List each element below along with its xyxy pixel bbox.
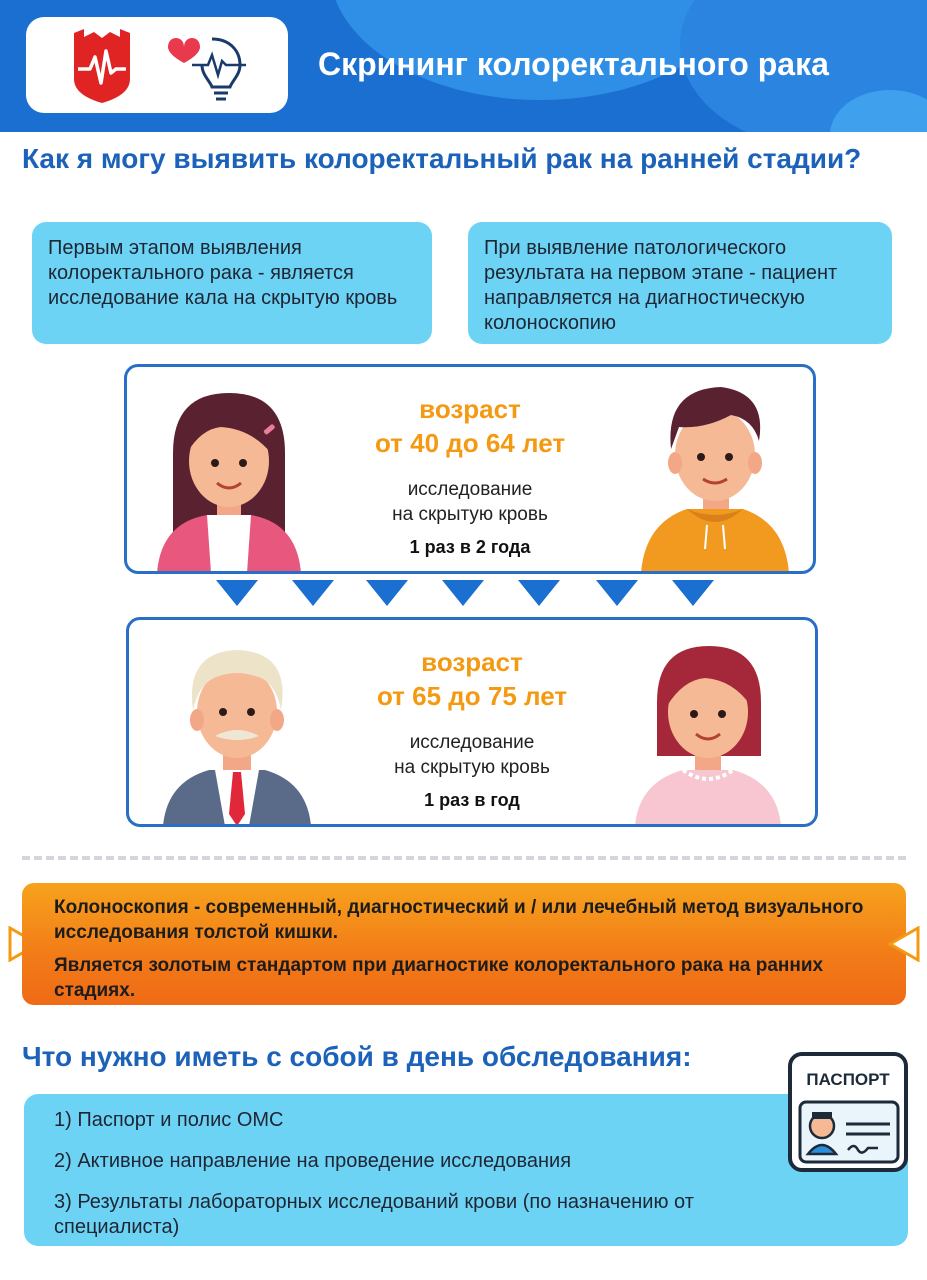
list-item: 2) Активное направление на проведение исследования <box>54 1150 572 1172</box>
info-box-first-stage <box>32 222 432 344</box>
test-line: исследование <box>407 479 533 500</box>
info-text: Первым этапом выявления колоректального рака - является исследование кала на скрытую кровь <box>48 237 398 309</box>
section-question: Как я могу выявить колоректальный рак на ранней стадии? <box>22 143 862 174</box>
colonoscopy-box <box>22 883 906 1005</box>
age-range: от 65 до 75 лет <box>376 681 568 711</box>
page-title: Скрининг колоректального рака <box>318 46 829 82</box>
city-emblem-icon <box>72 29 132 103</box>
down-arrow-icon <box>216 580 258 606</box>
header-banner <box>0 0 927 132</box>
down-arrow-icon <box>366 580 408 606</box>
arrow-row <box>0 580 927 614</box>
heart-lightbulb-icon <box>162 25 248 105</box>
logo-card <box>26 17 288 113</box>
passport-icon <box>786 1050 910 1174</box>
frequency-label: 1 раз в 2 года <box>409 537 531 557</box>
down-arrow-icon <box>596 580 638 606</box>
elderly-woman-avatar-icon <box>629 636 787 826</box>
passport-illustration <box>786 1050 910 1179</box>
colonoscopy-definition: Колоноскопия - современный, диагностический и / или лечебный метод визуального исследования толстой кишки. <box>54 897 864 943</box>
colonoscopy-standard: Является золотым стандартом при диагностике колоректального рака на ранних стадиях. <box>54 955 824 1001</box>
frequency-label: 1 раз в год <box>424 790 520 810</box>
test-line: на скрытую кровь <box>394 757 550 778</box>
list-item: 1) Паспорт и полис ОМС <box>54 1109 284 1131</box>
age-label: возраст <box>421 647 523 677</box>
age-card-40-64 <box>124 364 816 574</box>
down-arrow-icon <box>672 580 714 606</box>
info-box-second-stage <box>468 222 892 344</box>
age-label: возраст <box>419 394 521 424</box>
down-arrow-icon <box>292 580 334 606</box>
divider <box>22 856 906 860</box>
info-text: При выявление патологического результата на первом этапе - пациент направляется на диагностическую колоноскопию <box>484 237 838 334</box>
man-avatar-icon <box>635 379 795 573</box>
age-range: от 40 до 64 лет <box>374 428 566 458</box>
down-arrow-icon <box>442 580 484 606</box>
bring-list <box>24 1094 908 1246</box>
test-line: на скрытую кровь <box>392 504 548 525</box>
right-pointer-icon <box>888 926 922 962</box>
section-bring-title: Что нужно иметь с собой в день обследования: <box>22 1041 692 1072</box>
age-card-65-75 <box>126 617 818 827</box>
test-line: исследование <box>409 732 535 753</box>
passport-label: ПАСПОРТ <box>806 1070 890 1089</box>
list-item: 3) Результаты лабораторных исследований крови (по назначению от специалиста) <box>54 1191 694 1238</box>
down-arrow-icon <box>518 580 560 606</box>
